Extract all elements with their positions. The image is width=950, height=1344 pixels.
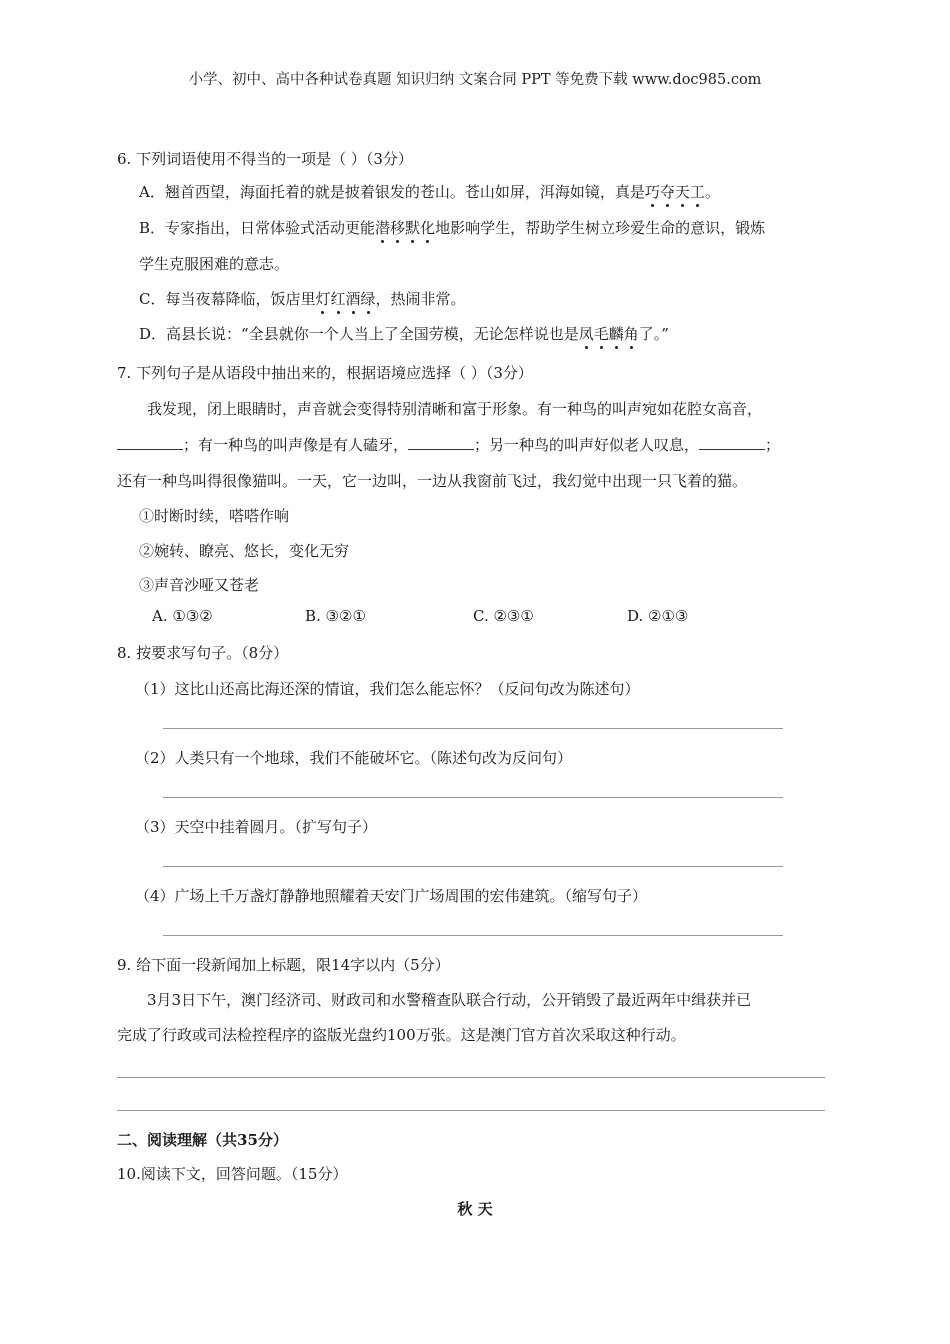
q6-c-text: C．每当夜幕降临，饭店里: [139, 290, 316, 308]
q6-d-char: 麟: [608, 325, 624, 343]
q6-b-char: 化: [420, 219, 436, 237]
answer-line[interactable]: [163, 797, 783, 798]
answer-line[interactable]: [163, 935, 783, 936]
answer-line[interactable]: [117, 1077, 825, 1078]
q6-option-a: [139, 181, 720, 202]
q6-c-char: 绿: [360, 290, 376, 308]
q6-b-char: 移: [390, 219, 406, 237]
q8-stem: 8. 按要求写句子。（8分）: [117, 644, 289, 662]
q7-item-2: ②婉转、瞭亮、悠长，变化无穷: [139, 542, 350, 560]
q6-d-text: D．高县长说：“全县就你一个人当上了全国劳模，无论怎样说也是: [139, 325, 579, 343]
answer-line[interactable]: [117, 1110, 825, 1111]
q7-paragraph-line1: 我发现，闭上眼睛时，声音就会变得特别清晰和富于形象。有一种鸟的叫声宛如花腔女高音，: [147, 400, 763, 418]
page-header: 小学、初中、高中各种试卷真题 知识归纳 文案合同 PPT 等免费下载 www.doc985.com: [188, 72, 762, 88]
q6-option-b: [139, 217, 765, 238]
answer-line[interactable]: [163, 866, 783, 867]
q6-option-c: [139, 288, 466, 309]
q9-news-line2: 完成了行政或司法检控程序的盗版光盘约100万张。这是澳门官方首次采取这种行动。: [117, 1026, 686, 1044]
q6-d-char: 凤: [578, 325, 594, 343]
q7-option-a[interactable]: A. ①③②: [152, 607, 213, 625]
q6-c-char: 酒: [345, 290, 361, 308]
q8-sub-4: （4）广场上千万盏灯静静地照耀着天安门广场周围的宏伟建筑。（缩写句子）: [135, 887, 648, 905]
q6-c-tail: ，热闹非常。: [375, 290, 466, 308]
q6-b-char: 潜: [375, 219, 391, 237]
q6-a-char: 夺: [659, 183, 675, 201]
q6-c-char: 灯: [315, 290, 331, 308]
q6-d-char: 角: [623, 325, 639, 343]
answer-blank[interactable]: [117, 435, 183, 450]
section-heading: 二、阅读理解（共35分）: [117, 1131, 288, 1149]
q6-option-d: [139, 323, 669, 344]
q6-a-tail: 。: [704, 183, 720, 201]
q7-item-3: ③声音沙哑又苍老: [139, 576, 260, 594]
q7-stem: 7. 下列句子是从语段中抽出来的，根据语境应选择（ ）（3分）: [117, 364, 533, 382]
q7-line2-text: ；: [765, 436, 781, 454]
q7-option-b[interactable]: B. ③②①: [305, 607, 366, 625]
q6-d-char: 毛: [593, 325, 609, 343]
q9-news-line1: 3月3日下午，澳门经济司、财政司和水警稽查队联合行动，公开销毁了最近两年中缉获并已: [147, 991, 752, 1009]
q7-item-1: ①时断时续，嗒嗒作响: [139, 507, 290, 525]
q7-paragraph-line3: 还有一种鸟叫得很像猫叫。一天，它一边叫，一边从我窗前飞过，我幻觉中出现一只飞着的猫。: [117, 472, 748, 490]
q9-stem: 9. 给下面一段新闻加上标题，限14字以内（5分）: [117, 956, 450, 974]
q6-a-char: 工: [689, 183, 705, 201]
answer-blank[interactable]: [699, 435, 765, 450]
q6-a-char: 天: [674, 183, 690, 201]
q8-sub-3: （3）天空中挂着圆月。（扩写句子）: [135, 818, 378, 836]
q7-option-d[interactable]: D. ②①③: [627, 607, 689, 625]
q7-paragraph-line2: [117, 434, 780, 455]
q6-a-char: 巧: [644, 183, 660, 201]
q7-line2-text: ；另一种鸟的叫声好似老人叹息，: [474, 436, 700, 454]
q6-c-char: 红: [330, 290, 346, 308]
article-title: 秋 天: [457, 1200, 493, 1218]
q8-sub-2: （2）人类只有一个地球，我们不能破坏它。（陈述句改为反问句）: [135, 749, 573, 767]
q6-b-char: 默: [405, 219, 421, 237]
q6-b-tail: 地影响学生，帮助学生树立珍爱生命的意识，锻炼: [435, 219, 766, 237]
answer-blank[interactable]: [408, 435, 474, 450]
q7-line2-text: ；有一种鸟的叫声像是有人磕牙，: [183, 436, 409, 454]
q8-sub-1: （1）这比山还高比海还深的情谊，我们怎么能忘怀？（反问句改为陈述句）: [135, 680, 640, 698]
q6-a-text: A．翘首西望，海面托着的就是披着银发的苍山。苍山如屏，洱海如镜，真是: [139, 183, 645, 201]
q10-stem: 10.阅读下文，回答问题。（15分）: [117, 1165, 348, 1183]
q6-d-tail: 了。”: [638, 325, 669, 343]
q6-option-b-line2: 学生克服困难的意志。: [139, 255, 290, 273]
answer-line[interactable]: [163, 728, 783, 729]
q6-stem: 6. 下列词语使用不得当的一项是（ ）（3分）: [117, 150, 413, 168]
q6-b-text: B．专家指出，日常体验式活动更能: [139, 219, 376, 237]
q7-option-c[interactable]: C. ②③①: [473, 607, 534, 625]
